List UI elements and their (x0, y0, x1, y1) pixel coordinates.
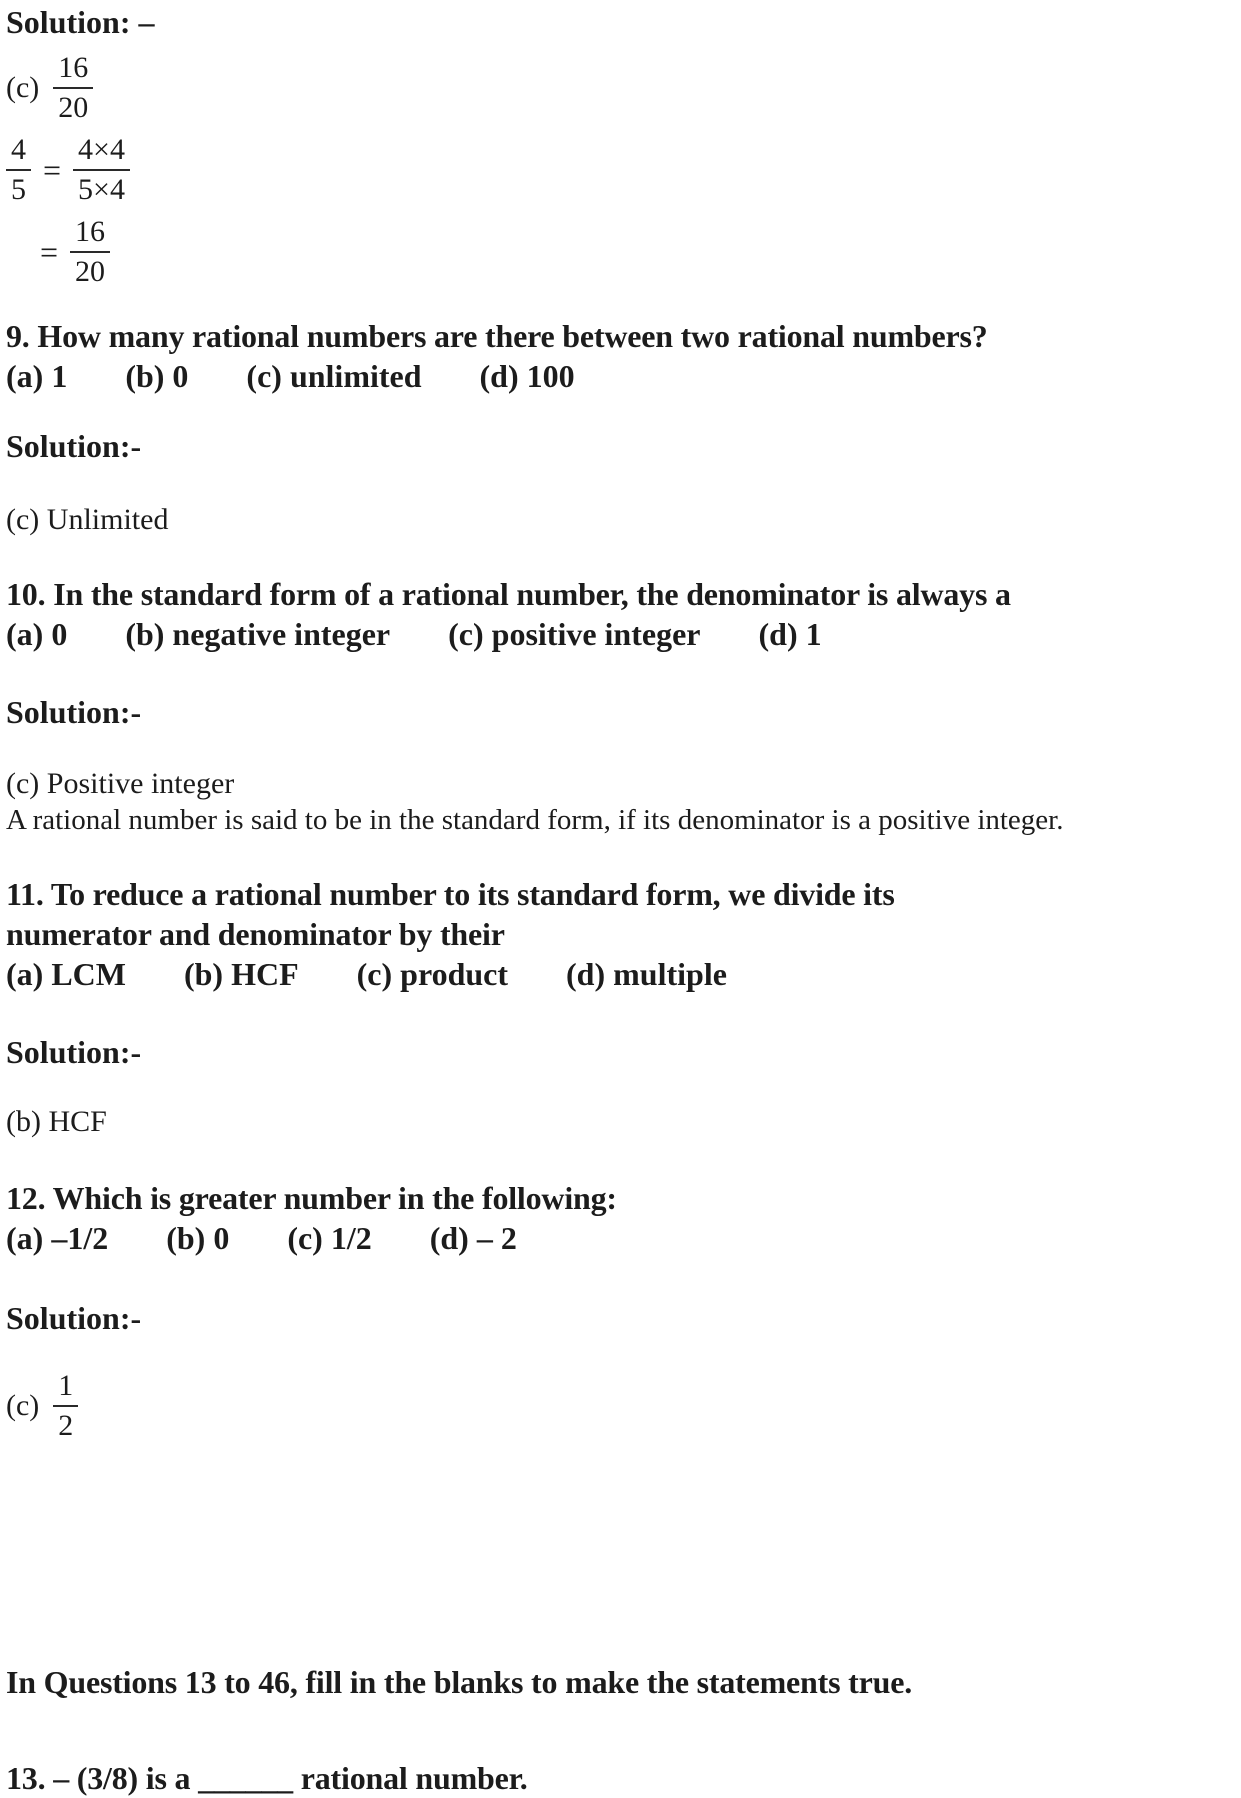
option-c: (c) 1/2 (287, 1220, 372, 1256)
fraction-denominator: 5×4 (78, 173, 125, 206)
question12-solution-heading: Solution:- (6, 1300, 142, 1336)
fraction-numerator: 16 (70, 214, 110, 253)
question10-solution-heading: Solution:- (6, 694, 142, 730)
fraction (53, 50, 93, 126)
fraction-denominator: 5 (11, 173, 26, 206)
work-row-1 (6, 132, 1229, 208)
option-a: (a) 1 (6, 358, 68, 394)
option-b: (b) 0 (166, 1220, 230, 1256)
fraction-denominator: 2 (58, 1409, 74, 1442)
question12-answer-line (6, 1368, 1229, 1444)
fraction-denominator: 20 (58, 91, 89, 124)
option-d: (d) multiple (566, 956, 727, 992)
answer-option-label: (c) (6, 1389, 40, 1422)
answer-option-label: (c) (6, 71, 40, 104)
option-b: (b) 0 (125, 358, 189, 394)
question9-options (6, 356, 1229, 396)
option-d: (d) 1 (758, 616, 822, 652)
fraction-denominator: 20 (75, 255, 106, 288)
question10-heading: 10. In the standard form of a rational number, the denominator is always a (6, 576, 1011, 612)
question12-options (6, 1218, 1229, 1258)
option-d: (d) 100 (479, 358, 575, 394)
fill-blanks-section (6, 1662, 1229, 1798)
solution8-answer-line (6, 50, 1229, 126)
fraction-numerator: 4 (6, 132, 31, 171)
question11-section (6, 874, 1229, 1140)
question9-answer: (c) Unlimited (6, 503, 169, 536)
fill-blanks-note: In Questions 13 to 46, fill in the blanks to make the statements true. (6, 1664, 913, 1700)
option-c: (c) positive integer (448, 616, 701, 652)
question11-answer: (b) HCF (6, 1105, 107, 1138)
solution8-heading: Solution: – (6, 4, 155, 40)
fraction (53, 1368, 78, 1444)
option-d: (d) – 2 (429, 1220, 517, 1256)
option-b: (b) HCF (183, 956, 299, 992)
option-c: (c) product (356, 956, 509, 992)
fraction (6, 132, 31, 208)
question10-answer: (c) Positive integer (6, 767, 235, 800)
question10-section (6, 574, 1229, 838)
fraction (70, 214, 110, 290)
equals-sign: = (40, 233, 59, 270)
option-b: (b) negative integer (125, 616, 391, 652)
question11-options (6, 954, 1229, 994)
option-c: (c) unlimited (246, 358, 422, 394)
fraction (73, 132, 130, 208)
question9-solution-heading: Solution:- (6, 428, 142, 464)
fraction-numerator: 4×4 (73, 132, 130, 171)
question12-section (6, 1178, 1229, 1444)
option-a: (a) LCM (6, 956, 126, 992)
fraction-numerator: 16 (53, 50, 93, 89)
solution8-section (6, 2, 1229, 290)
question13-heading: 13. – (3/8) is a ______ rational number. (6, 1760, 528, 1796)
question9-section (6, 316, 1229, 538)
question11-heading: 11. To reduce a rational number to its standard form, we divide its numerator and denominator by their (6, 876, 895, 952)
question10-options (6, 614, 1229, 654)
option-a: (a) –1/2 (6, 1220, 109, 1256)
question10-explanation: A rational number is said to be in the standard form, if its denominator is a positive integer. (6, 804, 1064, 836)
option-a: (a) 0 (6, 616, 68, 652)
equals-sign: = (43, 151, 62, 188)
question11-solution-heading: Solution:- (6, 1034, 142, 1070)
question9-heading: 9. How many rational numbers are there between two rational numbers? (6, 318, 988, 354)
fraction-numerator: 1 (53, 1368, 78, 1407)
question12-heading: 12. Which is greater number in the following: (6, 1180, 617, 1216)
work-row-2 (40, 214, 1229, 290)
